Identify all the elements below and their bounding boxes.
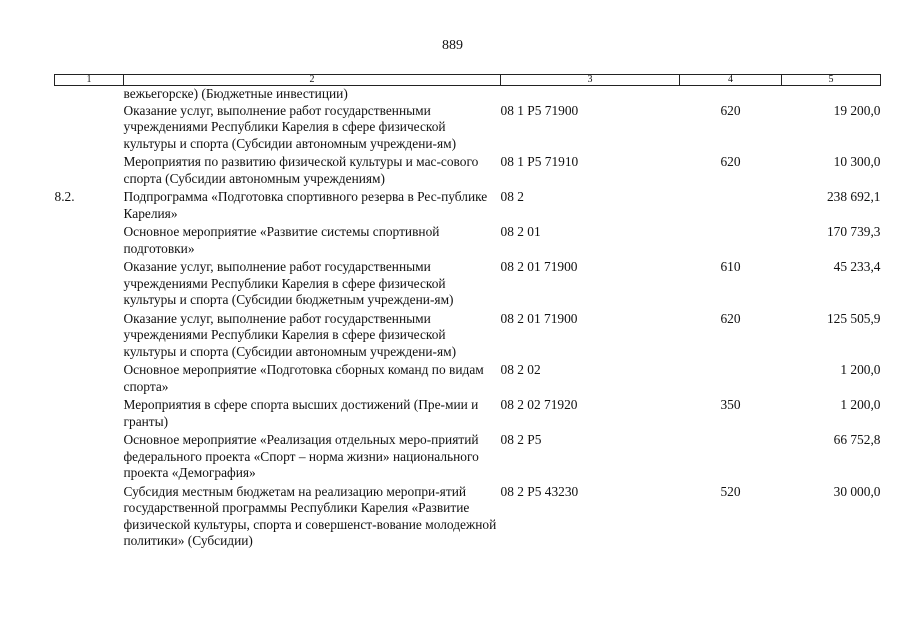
table-row — [55, 397, 881, 432]
table-row — [55, 154, 881, 189]
row-number — [55, 397, 124, 432]
row-code: 08 2 01 71900 — [500, 310, 578, 326]
column-header-5: 5 — [782, 75, 881, 86]
row-number: 8.2. — [54, 189, 75, 204]
row-number — [55, 86, 124, 103]
row-name: Основное мероприятие «Развитие системы спортивной подготовки» — [123, 224, 440, 256]
table-row — [55, 189, 881, 224]
row-number — [55, 311, 124, 363]
row-name: Субсидия местным бюджетам на реализацию меропри-ятий государственной программы Республики Карелия «Развитие физической культуры, спорта и совершенст-вование молодежной политики» (Субсидии) — [123, 483, 497, 548]
row-name: Подпрограмма «Подготовка спортивного резерва в Рес-публике Карелия» — [123, 189, 488, 221]
row-number — [55, 224, 124, 259]
row-code — [501, 86, 680, 103]
row-number — [55, 484, 124, 552]
column-header-1: 1 — [55, 75, 124, 86]
row-expense-type — [680, 224, 782, 259]
row-code: 08 1 P5 71910 — [500, 154, 579, 169]
row-name: Мероприятия по развитию физической культуры и мас-сового спорта (Субсидии автономным учреждениям) — [123, 154, 479, 186]
row-expense-type: 620 — [720, 102, 741, 118]
row-code: 08 2 01 71900 — [500, 259, 578, 274]
row-expense-type — [680, 432, 782, 484]
row-expense-type: 350 — [720, 397, 741, 412]
row-amount — [782, 86, 881, 103]
table-row — [55, 259, 881, 311]
row-name: Оказание услуг, выполнение работ государственными учреждениями Республики Карелия в сфере физической культуры и спорта (Субсидии автономным учреждени-ям) — [123, 310, 457, 359]
row-expense-type — [680, 86, 782, 103]
budget-table — [54, 74, 881, 552]
row-name: Оказание услуг, выполнение работ государственными учреждениями Республики Карелия в сфере физической культуры и спорта (Субсидии автономным учреждени-ям) — [123, 102, 457, 151]
row-number — [55, 362, 124, 397]
row-expense-type — [680, 362, 782, 397]
row-expense-type: 620 — [720, 154, 741, 169]
row-name: вежьегорске) (Бюджетные инвестиции) — [123, 86, 348, 101]
row-name: Мероприятия в сфере спорта высших достижений (Пре-мии и гранты) — [123, 397, 479, 429]
row-amount: 170 739,3 — [826, 224, 881, 239]
row-expense-type: 620 — [720, 310, 741, 326]
row-number — [55, 432, 124, 484]
column-header-4: 4 — [680, 75, 782, 86]
row-amount: 10 300,0 — [833, 154, 881, 169]
table-row — [55, 224, 881, 259]
row-amount: 45 233,4 — [833, 259, 881, 274]
column-number-row — [55, 75, 881, 86]
row-expense-type: 520 — [720, 483, 741, 499]
row-name: Основное мероприятие «Реализация отдельных меро-приятий федерального проекта «Спорт – норма жизни» национального проекта «Демография» — [123, 432, 479, 480]
table-row — [55, 86, 881, 103]
table-row — [55, 484, 881, 552]
row-amount: 30 000,0 — [833, 483, 881, 499]
column-header-2: 2 — [124, 75, 501, 86]
row-number — [55, 154, 124, 189]
row-code: 08 2 P5 — [500, 432, 542, 447]
row-number — [55, 103, 124, 155]
row-code: 08 2 02 71920 — [500, 397, 578, 412]
row-code: 08 2 02 — [500, 362, 541, 377]
row-code: 08 1 P5 71900 — [500, 102, 579, 118]
row-amount: 1 200,0 — [840, 362, 881, 377]
row-amount: 19 200,0 — [833, 102, 881, 118]
row-code: 08 2 — [500, 189, 524, 204]
row-code: 08 2 01 — [500, 224, 541, 239]
row-amount: 125 505,9 — [826, 310, 881, 326]
row-amount: 238 692,1 — [826, 189, 881, 204]
row-amount: 66 752,8 — [833, 432, 881, 447]
row-expense-type: 610 — [720, 259, 741, 274]
row-number — [55, 259, 124, 311]
row-code: 08 2 P5 43230 — [500, 483, 579, 499]
table-row — [55, 432, 881, 484]
row-amount: 1 200,0 — [840, 397, 881, 412]
row-name: Оказание услуг, выполнение работ государственными учреждениями Республики Карелия в сфере физической культуры и спорта (Субсидии бюджетным учреждени-ям) — [123, 259, 454, 307]
table-row — [55, 311, 881, 363]
row-expense-type — [680, 189, 782, 224]
column-header-3: 3 — [501, 75, 680, 86]
row-name: Основное мероприятие «Подготовка сборных команд по видам спорта» — [123, 362, 484, 394]
table-row — [55, 103, 881, 155]
page-number: 889 — [442, 38, 463, 53]
table-row — [55, 362, 881, 397]
